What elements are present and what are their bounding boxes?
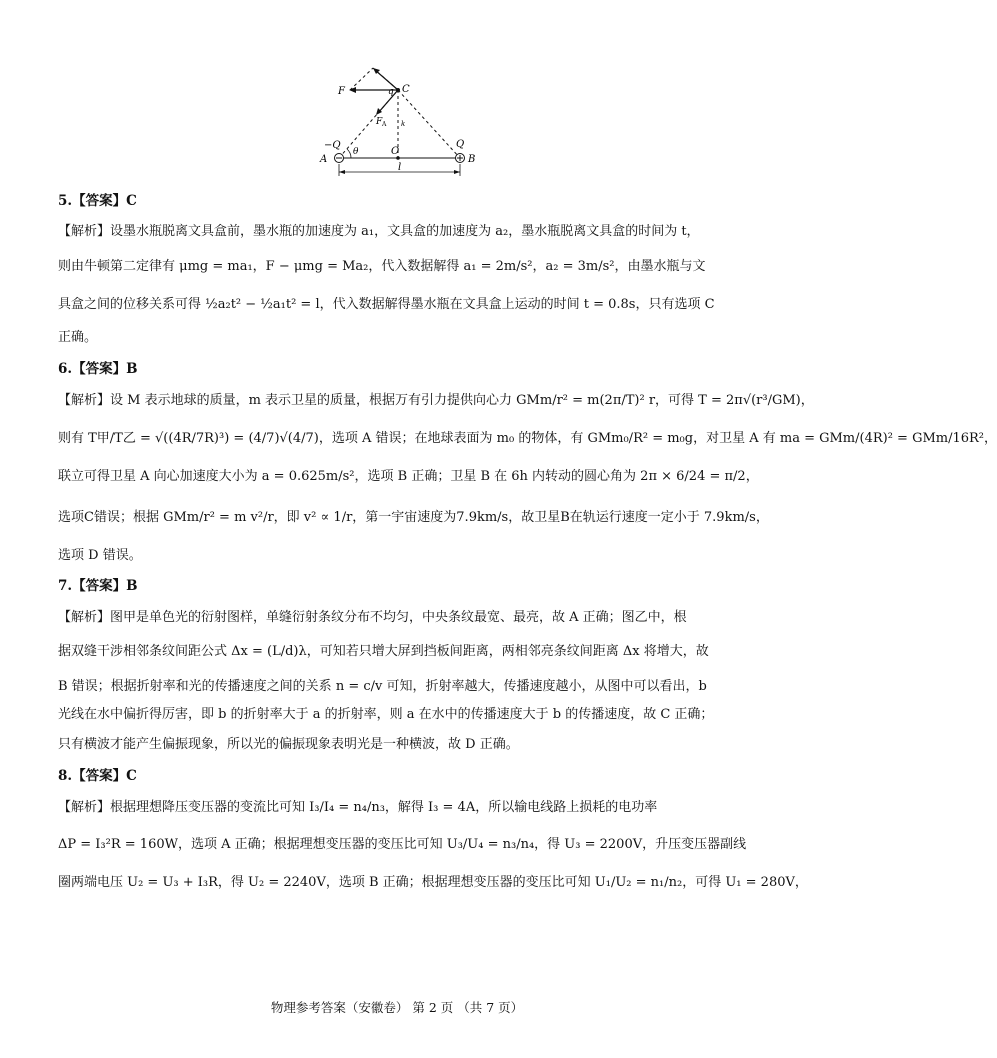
label-FA: F [376,117,383,127]
explanation-line: 只有横波才能产生偏振现象，所以光的偏振现象表明光是一种横波，故 D 正确。 [58,737,519,752]
label-O: O [391,146,400,157]
label-negQ: −Q [324,140,341,151]
explanation-line: 【解析】图甲是单色光的衍射图样，单缝衍射条纹分布不均匀，中央条纹最宽、最亮，故 A 正确；图乙中，根 [58,610,687,625]
label-B: B [468,154,476,165]
explanation-line: 正确。 [58,330,98,345]
explanation-line: 光线在水中偏折得厉害，即 b 的折射率大于 a 的折射率，则 a 在水中的传播速度大于 b 的传播速度，故 C 正确； [58,707,714,722]
explanation-line: 选项 D 错误。 [58,548,142,563]
label-q: q [388,87,394,97]
label-A: A [320,154,328,165]
explanation-line: 【解析】设 M 表示地球的质量，m 表示卫星的质量，根据万有引力提供向心力 GMm/r² = m(2π/T)² r，可得 T = 2π√(r³/GM)， [58,393,814,408]
label-F: F [338,86,345,97]
label-C: C [402,84,410,95]
explanation-line: ΔP = I₃²R = 160W，选项 A 正确；根据理想变压器的变压比可知 U₃/U₄ = n₃/n₄，得 U₃ = 2200V，升压变压器副线 [58,837,747,852]
explanation-line: 【解析】根据理想降压变压器的变流比可知 I₃/I₄ = n₄/n₃，解得 I₃ = 4A，所以输电线路上损耗的电功率 [58,800,658,815]
explanation-line: 则有 T甲/T乙 = √((4R/7R)³) = (4/7)√(4/7)，选项 A 错误；在地球表面为 m₀ 的物体，有 GMm₀/R² = m₀g，对卫星 A 有 ma = GMm/(4R)² = GMm/16R²， [58,431,997,446]
explanation-line: 据双缝干涉相邻条纹间距公式 Δx = (L/d)λ，可知若只增大屏到挡板间距离，两相邻亮条纹间距离 Δx 将增大，故 [58,644,709,659]
label-theta: θ [353,147,359,157]
charge-force-diagram [318,58,488,183]
answer-heading: 6.【答案】B [58,361,138,377]
label-Q: Q [456,139,465,150]
explanation-line: 圈两端电压 U₂ = U₃ + I₃R，得 U₂ = 2240V，选项 B 正确；根据理想变压器的变压比可知 U₁/U₂ = n₁/n₂，可得 U₁ = 280V， [58,875,808,890]
explanation-line: B 错误；根据折射率和光的传播速度之间的关系 n = c/v 可知，折射率越大，传播速度越小，从图中可以看出，b [58,679,707,694]
answer-heading: 5.【答案】C [58,193,137,209]
explanation-line: 【解析】设墨水瓶脱离文具盒前，墨水瓶的加速度为 a₁，文具盒的加速度为 a₂，墨水瓶脱离文具盒的时间为 t， [58,224,700,239]
explanation-line: 则由牛顿第二定律有 μmg = ma₁，F − μmg = Ma₂，代入数据解得 a₁ = 2m/s²，a₂ = 3m/s²，由墨水瓶与文 [58,259,706,274]
explanation-line: 联立可得卫星 A 向心加速度大小为 a = 0.625m/s²，选项 B 正确；卫星 B 在 6h 内转动的圆心角为 2π × 6/24 = π/2， [58,469,759,484]
page-footer: 物理参考答案（安徽卷） 第 2 页 （共 7 页） [270,1000,524,1015]
label-FA-sub: A [382,121,387,128]
label-l: l [398,162,402,173]
answer-heading: 8.【答案】C [58,768,137,784]
explanation-line: 具盒之间的位移关系可得 ½a₂t² − ½a₁t² = l，代入数据解得墨水瓶在文具盒上运动的时间 t = 0.8s，只有选项 C [58,297,715,312]
label-k: k [401,120,406,128]
explanation-line: 选项C错误；根据 GMm/r² = m v²/r，即 v² ∝ 1/r，第一宇宙速度为7.9km/s，故卫星B在轨运行速度一定小于 7.9km/s， [58,510,769,525]
answer-heading: 7.【答案】B [58,578,138,594]
